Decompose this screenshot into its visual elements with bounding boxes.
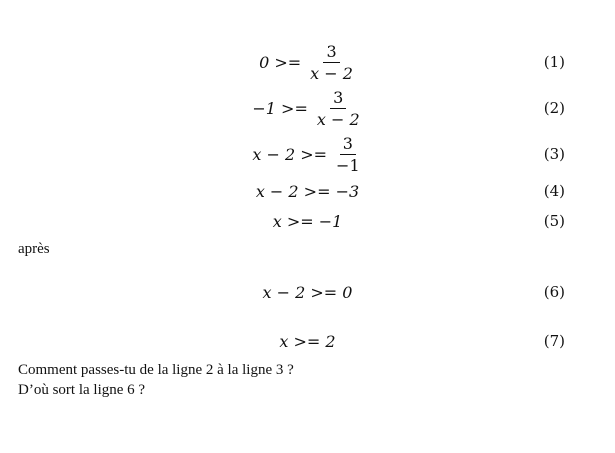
equation-lhs: x − 2 >= [252,144,328,164]
numerator: 3 [323,42,339,63]
fraction [307,42,356,83]
equation-number: (5) [543,212,565,230]
equation-number: (6) [543,283,565,301]
question-1: Comment passes-tu de la ligne 2 à la ligne 3 ? [18,362,294,378]
equation-text: x − 2 >= −3 [255,181,360,201]
equation-number: (4) [543,182,565,200]
equation-number: (2) [543,99,565,117]
equation-text: x >= 2 [279,331,336,351]
equation-1 [0,42,615,82]
equation-text: x >= −1 [272,211,343,231]
fraction [314,88,363,129]
equation-2 [0,88,615,128]
denominator: −1 [336,155,360,175]
equation-3 [0,134,615,174]
denominator: x − 2 [310,63,353,83]
numerator: 3 [330,88,346,109]
denominator: x − 2 [316,109,360,129]
equation-6 [0,281,615,303]
equation-lhs: −1 >= [252,98,308,118]
question-2: D’où sort la ligne 6 ? [18,382,146,398]
equation-number: (7) [543,332,565,350]
numerator: 3 [340,134,356,155]
equation-text: x − 2 >= 0 [262,282,353,302]
equation-lhs: 0 >= [259,52,302,72]
after-label: après [18,241,50,257]
equation-number: (3) [543,145,565,163]
equation-number: (1) [543,53,565,71]
fraction [333,134,363,175]
equation-7 [0,330,615,352]
equation-4 [0,180,615,202]
equation-5 [0,210,615,232]
